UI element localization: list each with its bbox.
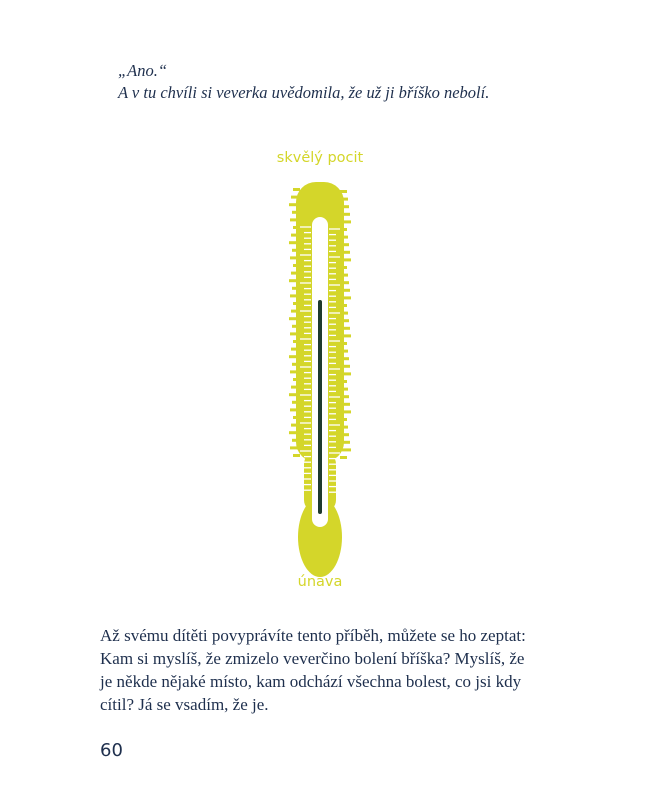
thermometer-illustration [220,148,420,598]
body-line-1: Až svému dítěti povyprávíte tento příběh, můžete se ho zeptat: [100,626,526,645]
quote-line-2: A v tu chvíli si veverka uvědomila, že už ji bříško nebolí. [118,83,490,102]
body-line-3: je někde nějaké místo, kam odchází všechna bolest, co jsi kdy [100,672,522,691]
quote-block [118,60,598,104]
quote-line-1: „Ano.“ [118,61,168,80]
body-paragraph [100,624,570,716]
page-number: 60 [100,740,123,761]
thermometer-label-top: skvělý pocit [276,150,364,166]
body-line-4: cítil? Já se vsadím, že je. [100,695,269,714]
thermometer-graphic [220,172,420,592]
thermometer-label-bottom: únava [297,574,343,590]
body-line-2: Kam si myslíš, že zmizelo veverčino bolení bříška? Myslíš, že [100,649,525,668]
